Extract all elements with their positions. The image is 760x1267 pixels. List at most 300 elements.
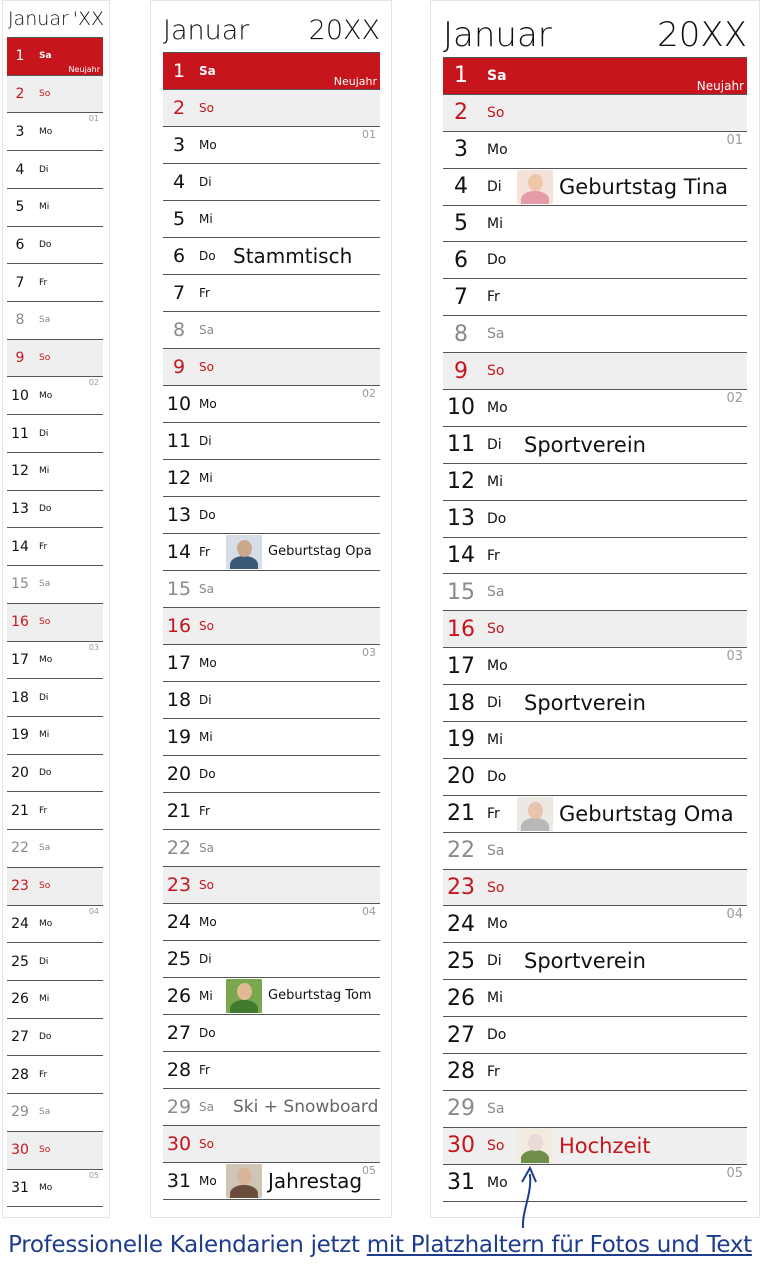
day-row[interactable] <box>7 755 103 793</box>
weekday-label: Mo <box>487 916 508 933</box>
day-row[interactable] <box>163 719 380 756</box>
day-row[interactable] <box>7 981 103 1019</box>
weekday-label: So <box>199 877 214 892</box>
day-row[interactable] <box>7 1056 103 1094</box>
weekday-label: Di <box>487 953 502 970</box>
weekday-label: Di <box>39 956 49 967</box>
day-number: 15 <box>447 579 475 605</box>
week-number: 02 <box>726 391 743 407</box>
day-number: 17 <box>447 653 475 679</box>
event-entry[interactable] <box>233 1089 378 1125</box>
day-number: 28 <box>447 1059 475 1085</box>
weekday-label: Sa <box>199 581 214 596</box>
weekday-label: Mi <box>199 729 213 744</box>
day-row[interactable] <box>163 608 380 645</box>
weekday-label: Di <box>199 692 212 707</box>
day-number: 17 <box>166 651 192 674</box>
weekday-label: Mo <box>39 1182 53 1193</box>
day-row[interactable] <box>7 151 103 189</box>
day-row[interactable] <box>7 943 103 981</box>
day-number: 10 <box>11 387 29 404</box>
day-number: 14 <box>166 540 192 563</box>
day-number: 8 <box>454 321 468 347</box>
weekday-label: Mo <box>199 914 217 929</box>
day-number: 25 <box>11 953 29 970</box>
weekday-label: Mo <box>199 137 217 152</box>
weekday-label: Di <box>487 178 502 195</box>
weekday-label: Sa <box>39 315 51 326</box>
day-row[interactable] <box>163 941 380 978</box>
day-row[interactable] <box>163 460 380 497</box>
day-row[interactable] <box>163 164 380 201</box>
month-title: Januar <box>443 15 552 55</box>
event-entry[interactable] <box>517 169 728 205</box>
day-number: 12 <box>11 463 29 480</box>
day-number: 26 <box>11 991 29 1008</box>
day-row[interactable] <box>443 169 747 206</box>
weekday-label: Fr <box>487 289 500 306</box>
day-row[interactable] <box>163 1163 380 1200</box>
day-row[interactable] <box>163 682 380 719</box>
weekday-label: Mo <box>199 655 217 670</box>
day-list <box>163 52 380 1200</box>
week-number: 04 <box>362 904 376 918</box>
weekday-label: Sa <box>199 1099 214 1114</box>
weekday-label: So <box>487 621 505 638</box>
day-number: 4 <box>15 161 25 178</box>
weekday-label: Di <box>199 433 212 448</box>
day-number: 9 <box>454 358 468 384</box>
weekday-label: Fr <box>199 285 210 300</box>
day-row[interactable] <box>163 238 380 275</box>
day-number: 25 <box>166 947 192 970</box>
day-number: 30 <box>447 1133 475 1159</box>
day-number: 16 <box>166 614 192 637</box>
weekday-label: Sa <box>487 67 507 84</box>
weekday-label: Do <box>39 1032 52 1043</box>
boy-photo-icon[interactable] <box>226 979 262 1013</box>
weekday-label: Mi <box>487 731 503 748</box>
year-label: 'XX <box>72 8 104 30</box>
day-row[interactable] <box>7 1132 103 1170</box>
day-row[interactable] <box>443 870 747 907</box>
week-number: 02 <box>88 378 99 388</box>
day-row[interactable] <box>443 1165 747 1202</box>
day-number: 4 <box>172 170 186 193</box>
day-number: 27 <box>166 1021 192 1044</box>
day-row[interactable] <box>163 793 380 830</box>
day-row[interactable] <box>443 685 747 722</box>
event-entry[interactable] <box>517 1128 651 1164</box>
day-row[interactable] <box>7 642 103 680</box>
day-number: 3 <box>172 133 186 156</box>
month-title: Januar <box>8 8 69 30</box>
day-row[interactable] <box>443 980 747 1017</box>
day-row[interactable] <box>7 38 103 76</box>
day-row[interactable] <box>7 113 103 151</box>
weekday-label: Mi <box>487 473 503 490</box>
day-number: 2 <box>454 100 468 126</box>
weekday-label: Sa <box>487 326 505 343</box>
weekday-label: Fr <box>39 1069 48 1080</box>
day-number: 20 <box>11 765 29 782</box>
caption-link[interactable]: mit Platzhaltern für Fotos und Text <box>366 1232 752 1258</box>
event-text: Stammtisch <box>233 243 353 268</box>
arrow-up-icon <box>512 1160 542 1232</box>
day-number: 29 <box>166 1095 192 1118</box>
day-row[interactable] <box>163 1015 380 1052</box>
day-number: 21 <box>11 802 29 819</box>
day-number: 1 <box>15 48 25 65</box>
weekday-label: Fr <box>487 805 500 822</box>
weekday-label: Fr <box>199 803 210 818</box>
day-row[interactable] <box>443 58 747 95</box>
day-row[interactable] <box>163 571 380 608</box>
weekday-label: Do <box>199 766 216 781</box>
day-number: 30 <box>166 1132 192 1155</box>
day-number: 13 <box>447 506 475 532</box>
day-row[interactable] <box>163 904 380 941</box>
week-number: 02 <box>362 386 376 400</box>
day-row[interactable] <box>443 390 747 427</box>
day-number: 15 <box>11 576 29 593</box>
day-number: 9 <box>15 350 25 367</box>
day-number: 3 <box>454 137 468 163</box>
day-row[interactable] <box>7 340 103 378</box>
day-row[interactable] <box>163 756 380 793</box>
day-number: 11 <box>166 429 192 452</box>
day-number: 25 <box>447 948 475 974</box>
day-number: 19 <box>11 727 29 744</box>
weekday-label: Fr <box>199 1062 210 1077</box>
day-row[interactable] <box>163 53 380 90</box>
day-list <box>7 37 103 1207</box>
grandma-photo-icon[interactable] <box>517 797 553 831</box>
weekday-label: Do <box>487 1027 507 1044</box>
event-entry[interactable] <box>524 685 646 721</box>
day-number: 24 <box>166 910 192 933</box>
weekday-label: So <box>199 100 214 115</box>
day-row[interactable] <box>163 275 380 312</box>
day-row[interactable] <box>163 312 380 349</box>
weekday-label: Di <box>39 692 49 703</box>
day-row[interactable] <box>443 833 747 870</box>
day-number: 1 <box>454 63 468 89</box>
event-text: Sportverein <box>524 949 646 974</box>
day-number: 17 <box>11 651 29 668</box>
weekday-label: Mo <box>487 1174 508 1191</box>
weekday-label: Sa <box>487 1100 505 1117</box>
day-row[interactable] <box>7 792 103 830</box>
day-number: 11 <box>447 432 475 458</box>
day-row[interactable] <box>443 796 747 833</box>
day-row[interactable] <box>443 1091 747 1128</box>
day-row[interactable] <box>163 349 380 386</box>
weekday-label: Mi <box>39 202 50 213</box>
weekday-label: Mo <box>199 396 217 411</box>
day-row[interactable] <box>7 415 103 453</box>
weekday-label: Sa <box>487 584 505 601</box>
day-row[interactable] <box>443 574 747 611</box>
day-number: 23 <box>447 875 475 901</box>
event-entry[interactable] <box>524 427 646 463</box>
day-number: 12 <box>447 469 475 495</box>
weekday-label: Fr <box>487 547 500 564</box>
day-number: 10 <box>447 395 475 421</box>
day-row[interactable] <box>443 316 747 353</box>
day-number: 21 <box>447 801 475 827</box>
weekday-label: Mo <box>487 658 508 675</box>
day-number: 27 <box>447 1022 475 1048</box>
day-number: 1 <box>172 59 186 82</box>
event-entry[interactable] <box>226 534 372 570</box>
weekday-label: So <box>487 1137 505 1154</box>
day-number: 22 <box>166 836 192 859</box>
day-number: 7 <box>172 281 186 304</box>
weekday-label: Do <box>39 503 52 514</box>
day-row[interactable] <box>7 679 103 717</box>
day-number: 23 <box>11 878 29 895</box>
day-row[interactable] <box>7 717 103 755</box>
day-number: 15 <box>166 577 192 600</box>
week-number: 03 <box>88 642 99 652</box>
day-row[interactable] <box>163 127 380 164</box>
weekday-label: Mi <box>39 466 50 477</box>
weekday-label: Do <box>487 510 507 527</box>
day-row[interactable] <box>163 90 380 127</box>
event-entry[interactable] <box>524 943 646 979</box>
day-number: 31 <box>166 1169 192 1192</box>
day-row[interactable] <box>163 1052 380 1089</box>
day-number: 14 <box>11 538 29 555</box>
day-number: 23 <box>166 873 192 896</box>
event-text: Ski + Snowboard <box>233 1096 379 1117</box>
day-number: 8 <box>172 318 186 341</box>
day-number: 21 <box>166 799 192 822</box>
weekday-label: Fr <box>39 541 48 552</box>
day-row[interactable] <box>7 528 103 566</box>
weekday-label: Sa <box>39 51 52 62</box>
day-number: 7 <box>454 284 468 310</box>
weekday-label: Do <box>487 768 507 785</box>
weekday-label: So <box>39 881 51 892</box>
event-entry[interactable] <box>233 238 352 274</box>
weekday-label: So <box>39 353 51 364</box>
event-entry[interactable] <box>226 1163 362 1199</box>
day-row[interactable] <box>7 1170 103 1208</box>
week-number: 05 <box>88 1170 99 1180</box>
day-number: 22 <box>447 838 475 864</box>
day-number: 12 <box>166 466 192 489</box>
weekday-label: So <box>39 89 51 100</box>
day-number: 22 <box>11 840 29 857</box>
day-number: 24 <box>11 915 29 932</box>
day-row[interactable] <box>443 1128 747 1165</box>
day-row[interactable] <box>163 978 380 1015</box>
couple-photo-icon[interactable] <box>226 1164 262 1198</box>
grandpa-photo-icon[interactable] <box>226 535 262 569</box>
day-row[interactable] <box>443 353 747 390</box>
day-number: 13 <box>11 500 29 517</box>
week-number: 05 <box>726 1165 743 1181</box>
weekday-label: Sa <box>199 840 214 855</box>
day-row[interactable] <box>163 497 380 534</box>
caption-text: Professionelle Kalendarien jetzt <box>8 1232 367 1258</box>
weekday-label: Di <box>199 174 212 189</box>
week-number: 01 <box>726 132 743 148</box>
day-row[interactable] <box>7 906 103 944</box>
day-number: 5 <box>172 207 186 230</box>
day-number: 11 <box>11 425 29 442</box>
day-row[interactable] <box>443 464 747 501</box>
day-row[interactable] <box>7 830 103 868</box>
day-row[interactable] <box>163 386 380 423</box>
day-number: 30 <box>11 1142 29 1159</box>
day-row[interactable] <box>7 377 103 415</box>
day-number: 29 <box>11 1104 29 1121</box>
weekday-label: Do <box>199 248 216 263</box>
day-row[interactable] <box>7 1094 103 1132</box>
day-row[interactable] <box>163 830 380 867</box>
weekday-label: So <box>199 359 214 374</box>
weekday-label: Sa <box>39 579 51 590</box>
day-number: 5 <box>15 199 25 216</box>
week-number: 04 <box>88 906 99 916</box>
day-row[interactable] <box>7 76 103 114</box>
day-number: 26 <box>166 984 192 1007</box>
day-row[interactable] <box>7 227 103 265</box>
week-number: 03 <box>362 645 376 659</box>
day-row[interactable] <box>443 206 747 243</box>
day-row[interactable] <box>443 279 747 316</box>
day-row[interactable] <box>163 867 380 904</box>
weekday-label: Di <box>39 164 49 175</box>
day-number: 29 <box>447 1096 475 1122</box>
day-number: 28 <box>166 1058 192 1081</box>
weekday-label: So <box>39 617 51 628</box>
day-row[interactable] <box>163 201 380 238</box>
day-row[interactable] <box>7 453 103 491</box>
month-title: Januar <box>163 15 250 46</box>
weekday-label: So <box>199 1136 214 1151</box>
day-row[interactable] <box>163 1089 380 1126</box>
day-row[interactable] <box>7 264 103 302</box>
promo-caption <box>0 1232 760 1258</box>
day-number: 10 <box>166 392 192 415</box>
weekday-label: Mi <box>199 988 213 1003</box>
day-row[interactable] <box>443 943 747 980</box>
weekday-label: Sa <box>199 63 216 78</box>
weekday-label: Sa <box>39 1107 51 1118</box>
day-number: 20 <box>166 762 192 785</box>
event-entry[interactable] <box>517 796 734 832</box>
calendar-small-variant <box>2 0 110 1218</box>
event-text: Sportverein <box>524 432 646 457</box>
day-row[interactable] <box>443 242 747 279</box>
day-row[interactable] <box>443 611 747 648</box>
weekday-label: Mo <box>487 141 508 158</box>
day-number: 16 <box>447 616 475 642</box>
day-row[interactable] <box>443 722 747 759</box>
day-row[interactable] <box>443 648 747 685</box>
weekday-label: Do <box>487 252 507 269</box>
day-number: 6 <box>172 244 186 267</box>
day-row[interactable] <box>7 604 103 642</box>
day-row[interactable] <box>443 906 747 943</box>
weekday-label: Mo <box>39 390 53 401</box>
weekday-label: Mo <box>487 399 508 416</box>
day-number: 31 <box>447 1170 475 1196</box>
day-row[interactable] <box>7 1019 103 1057</box>
day-row[interactable] <box>7 868 103 906</box>
day-number: 31 <box>11 1179 29 1196</box>
day-row[interactable] <box>7 189 103 227</box>
day-number: 19 <box>447 727 475 753</box>
day-number: 18 <box>11 689 29 706</box>
day-number: 16 <box>11 614 29 631</box>
day-row[interactable] <box>7 566 103 604</box>
weekday-label: So <box>199 618 214 633</box>
day-row[interactable] <box>163 423 380 460</box>
holiday-label: Neujahr <box>333 74 377 88</box>
day-number: 6 <box>454 247 468 273</box>
day-row[interactable] <box>443 1054 747 1091</box>
weekday-label: Sa <box>199 322 214 337</box>
day-number: 5 <box>454 211 468 236</box>
day-row[interactable] <box>7 491 103 529</box>
day-number: 18 <box>447 690 475 716</box>
day-row[interactable] <box>163 1126 380 1163</box>
day-row[interactable] <box>443 1017 747 1054</box>
day-number: 2 <box>172 96 186 119</box>
event-text: Geburtstag Tina <box>559 174 728 199</box>
girl-photo-icon[interactable] <box>517 170 553 204</box>
day-number: 24 <box>447 911 475 937</box>
weekday-label: Di <box>39 428 49 439</box>
day-row[interactable] <box>7 302 103 340</box>
weekday-label: Sa <box>39 843 51 854</box>
weekday-label: Mi <box>199 211 213 226</box>
event-text: Geburtstag Tom <box>268 988 372 1004</box>
event-text: Geburtstag Opa <box>268 544 372 560</box>
day-row[interactable] <box>163 534 380 571</box>
day-row[interactable] <box>443 501 747 538</box>
day-row[interactable] <box>443 427 747 464</box>
weekday-label: Mo <box>199 1173 217 1188</box>
day-row[interactable] <box>163 645 380 682</box>
weekday-label: So <box>487 879 505 896</box>
weekday-label: Mi <box>199 470 213 485</box>
day-number: 19 <box>166 725 192 748</box>
event-text: Hochzeit <box>559 1133 651 1158</box>
bouquet-photo-icon[interactable] <box>517 1129 553 1163</box>
weekday-label: Di <box>487 436 502 453</box>
event-entry[interactable] <box>226 978 372 1014</box>
day-row[interactable] <box>443 759 747 796</box>
day-row[interactable] <box>443 95 747 132</box>
weekday-label: So <box>487 104 505 121</box>
weekday-label: Fr <box>39 805 48 816</box>
calendar-large-variant <box>430 0 760 1218</box>
weekday-label: Do <box>39 768 52 779</box>
week-number: 01 <box>88 114 99 124</box>
day-number: 8 <box>15 312 25 329</box>
holiday-label: Neujahr <box>68 64 100 74</box>
day-number: 27 <box>11 1029 29 1046</box>
day-row[interactable] <box>443 132 747 169</box>
week-number: 04 <box>726 907 743 923</box>
day-row[interactable] <box>443 538 747 575</box>
